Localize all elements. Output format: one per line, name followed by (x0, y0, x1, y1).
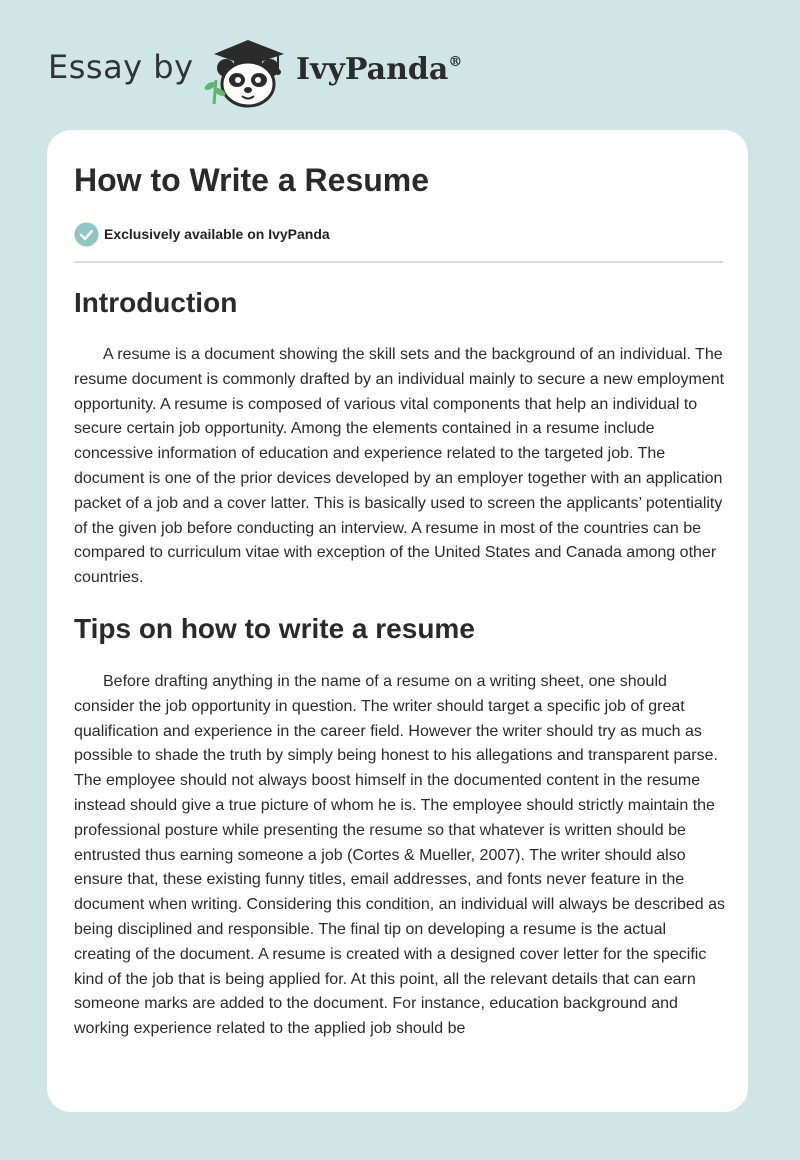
exclusive-badge (74, 221, 330, 247)
section-body-introduction: A resume is a document showing the skill sets and the background of an individual. The resume document is commonly drafted by an individual mainly to secure a new employment opportunity. A resume is composed of various vital components that help an individual to secure certain job opportunity. Among the elements contained in a resume include concessive information of education and experience related to the targeted job. The document is one of the prior devices developed by an employer together with an application packet of a job and a cover latter. This is basically used to screen the applicants’ potentiality of the given job before conducting an interview. A resume in most of the countries can be compared to curriculum vitae with exception of the United States and Canada among other countries. (74, 346, 725, 587)
section-heading-introduction: Introduction (74, 287, 238, 318)
essay-card (47, 130, 748, 1112)
brand-header (48, 34, 508, 114)
section-body-tips: Before drafting anything in the name of a resume on a writing sheet, one should consider the job opportunity in question. The writer should target a specific job of great qualification and experience in the career field. However the writer should try as much as possible to shade the truth by simply being honest to his allegations and transparent parse. The employee should not always boost himself in the documented content in the resume instead should give a true picture of whom he is. The employee should strictly maintain the professional posture while presenting the resume so that whatever is written should be entrusted thus earning someone a job (Cortes & Mueller, 2007). The writer should also ensure that, these existing funny titles, email addresses, and fonts never feature in the document when writing. Considering this condition, an individual will always be described as being disciplined and responsible. The final tip on developing a resume is the actual creating of the document. A resume is created with a designed cover letter for the specific kind of the job that is being applied for. At this point, all the relevant details that can earn someone marks are added to the document. For instance, education background and working experience related to the applied job should be (74, 673, 726, 1038)
page-title: How to Write a Resume (74, 162, 430, 198)
check-icon (74, 222, 99, 247)
badge-text: Exclusively available on IvyPanda (104, 226, 330, 242)
brand-name: IvyPanda® (296, 52, 463, 87)
panda-logo-icon (204, 34, 292, 110)
divider (74, 261, 723, 263)
section-heading-tips: Tips on how to write a resume (74, 613, 475, 644)
brand-prefix: Essay by (48, 48, 194, 86)
